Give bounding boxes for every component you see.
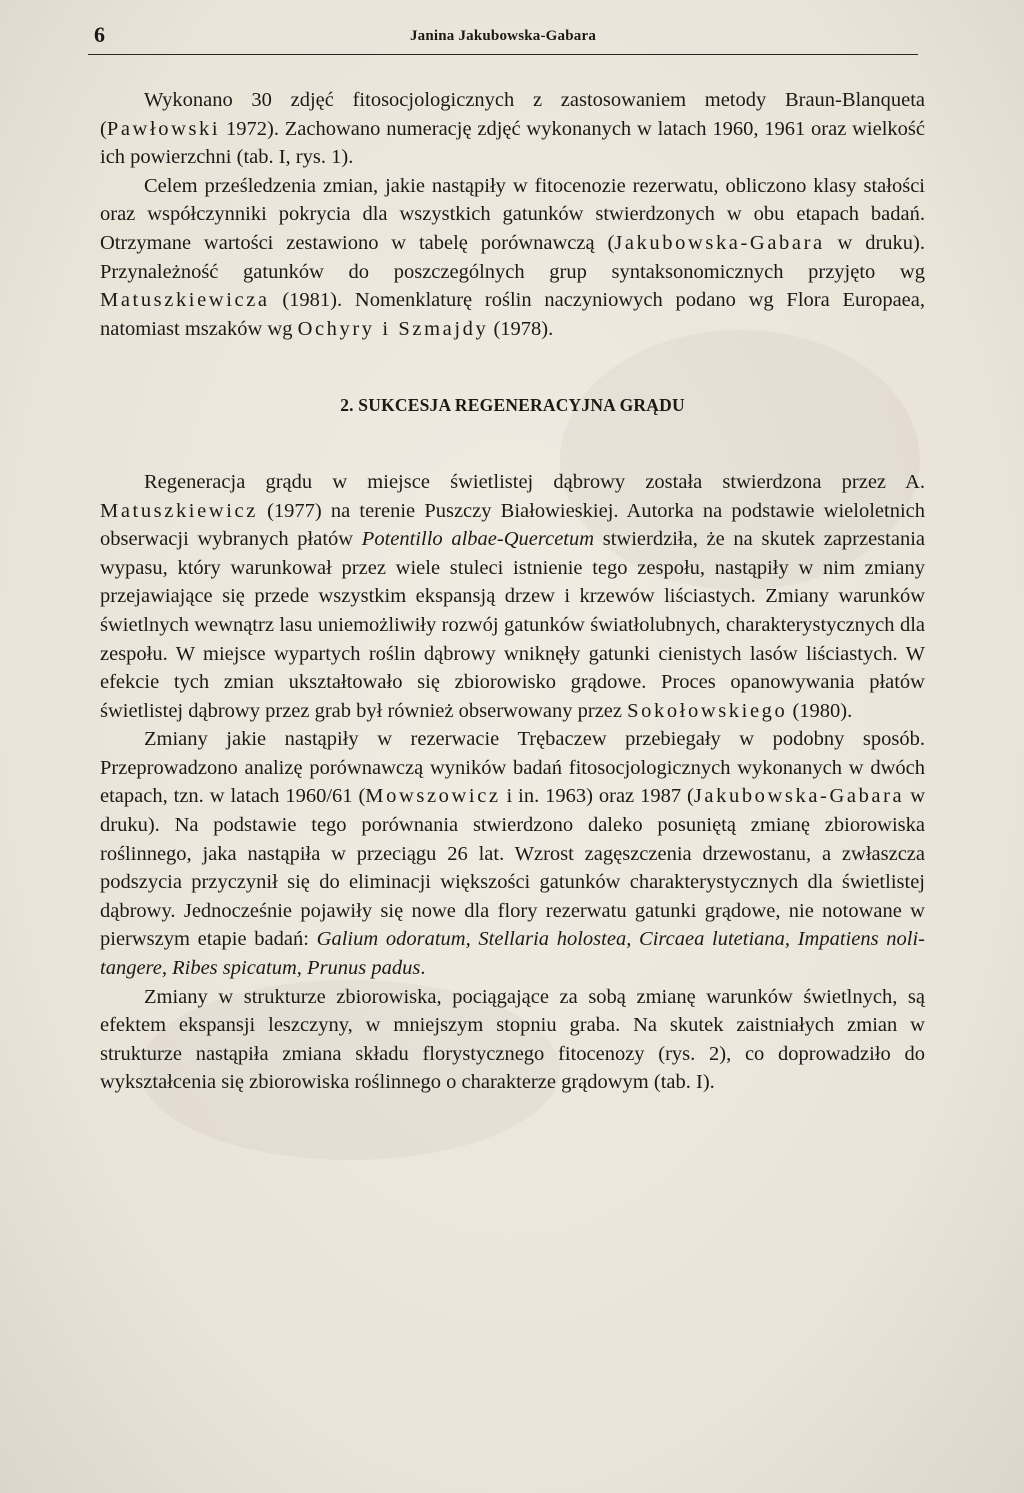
text-run: stwierdziła, że na skutek zaprzestania wypasu, który warunkował przez wiele stuleci istnienie tego zespołu, nastąpiły w nim zmiany przejawiające się przede wszystkim ekspansją drzew i krzewów liściastych. Zmiany warunków świetlnych wewnątrz lasu uniemożliwiły rozwój gatunków światłolubnych, charakterystycznych dla zespołu. W miejsce wypartych roślin dąbrowy wniknęły gatunki cienistych lasów liściastych. W efekcie tych zmian ukształtowało się zbiorowisko grądowe. Proces opanowywania płatów świetlistej dąbrowy przez grab był również obserwowany przez [100, 528, 926, 722]
page-number: 6 [94, 22, 105, 47]
text-run: . [420, 957, 426, 980]
species-name: Potentillo albae-Quercetum [361, 528, 595, 551]
text-run: Zmiany w strukturze zbiorowiska, pociągające za sobą zmianę warunków świetlnych, są efektem ekspansji leszczyny, w mniejszym stopniu graba. Na skutek zaistniałych zmian w strukturze nastąpiła zmiana składu florystycznego fitocenozy (rys. 2), co doprowadziło do wykształcenia się zbiorowiska roślinnego o charakterze grądowym (tab. I). [100, 985, 925, 1094]
text-run: w druku). Na podstawie tego porównania stwierdzono daleko posuniętą zmianę zbiorowiska roślinnego, jaka nastąpiła w przeciągu 26 lat. Wzrost zagęszczenia drzewostanu, a zwłaszcza podszycia przyczynił się do eliminacji większości gatunków charakterystycznych dla świetlistej dąbrowy. Jednocześnie pojawiły się nowe dla flory rezerwatu gatunki grądowe, nie notowane w pierwszym etapie badań: [100, 785, 925, 951]
species-list: Galium odoratum, Stellaria holostea, Circaea lutetiana, Impatiens noli-tangere, Ribes spicatum, Prunus padus [100, 928, 925, 980]
cited-author: Matuszkiewicz [100, 499, 258, 522]
text-run: (1980). [787, 699, 853, 722]
body-text [100, 86, 925, 1097]
text-run: (1981). Nomenklaturę roślin naczyniowych podano wg Flora Europaea, natomiast mszaków wg [100, 289, 925, 340]
text-run: i in. 1963) oraz 1987 ( [500, 785, 694, 808]
paragraph-methods [100, 86, 925, 172]
text-run: w druku). Przynależność gatunków do poszczególnych grup syntaksonomicznych przyjęto wg [100, 231, 925, 283]
text-run: Zmiany jakie nastąpiły w rezerwacie Trębaczew przebiegały w podobny sposób. Przeprowadzono analizę porównawczą wyników badań fitosocjologicznych wykonanych w dwóch etapach, tzn. w latach 1960/61 ( [100, 728, 925, 808]
text-run: Wykonano 30 zdjęć fitosocjologicznych z zastosowaniem metody Braun-Blanqueta ( [100, 89, 925, 140]
text-run: 1972). Zachowano numerację zdjęć wykonanych w latach 1960, 1961 oraz wielkość ich powierzchni (tab. I, rys. 1). [100, 117, 925, 169]
cited-author: Matuszkiewicza [100, 289, 270, 312]
text-run: (1977) na terenie Puszczy Białowieskiej. Autorka na podstawie wieloletnich obserwacji wybranych płatów [100, 499, 925, 551]
text-run: Celem prześledzenia zmian, jakie nastąpiły w fitocenozie rezerwatu, obliczono klasy stałości oraz współczynniki pokrycia dla wszystkich gatunków stwierdzonych w obu etapach badań. Otrzymane wartości zestawiono w tabelę porównawczą ( [100, 174, 925, 254]
paragraph-structure [100, 983, 925, 1097]
text-run: Regeneracja grądu w miejsce świetlistej dąbrowy została stwierdzona przez A. [144, 470, 925, 493]
cited-author: Jakubowska-Gabara [693, 785, 905, 808]
cited-author: Jakubowska-Gabara [614, 231, 825, 254]
cited-author: Sokołowskiego [627, 699, 788, 722]
paragraph-analysis [100, 172, 925, 344]
paragraph-trebaczew [100, 725, 925, 982]
paragraph-regeneration [100, 468, 925, 725]
cited-author: Mowszowicz [365, 785, 501, 808]
page-header [88, 20, 918, 55]
section-heading: 2. SUKCESJA REGENERACYJNA GRĄDU [340, 395, 685, 416]
text-run: (1978). [488, 317, 554, 340]
cited-author: Ochyry i Szmajdy [297, 317, 489, 340]
running-head: Janina Jakubowska-Gabara [409, 28, 597, 44]
cited-author: Pawłowski [106, 117, 221, 140]
